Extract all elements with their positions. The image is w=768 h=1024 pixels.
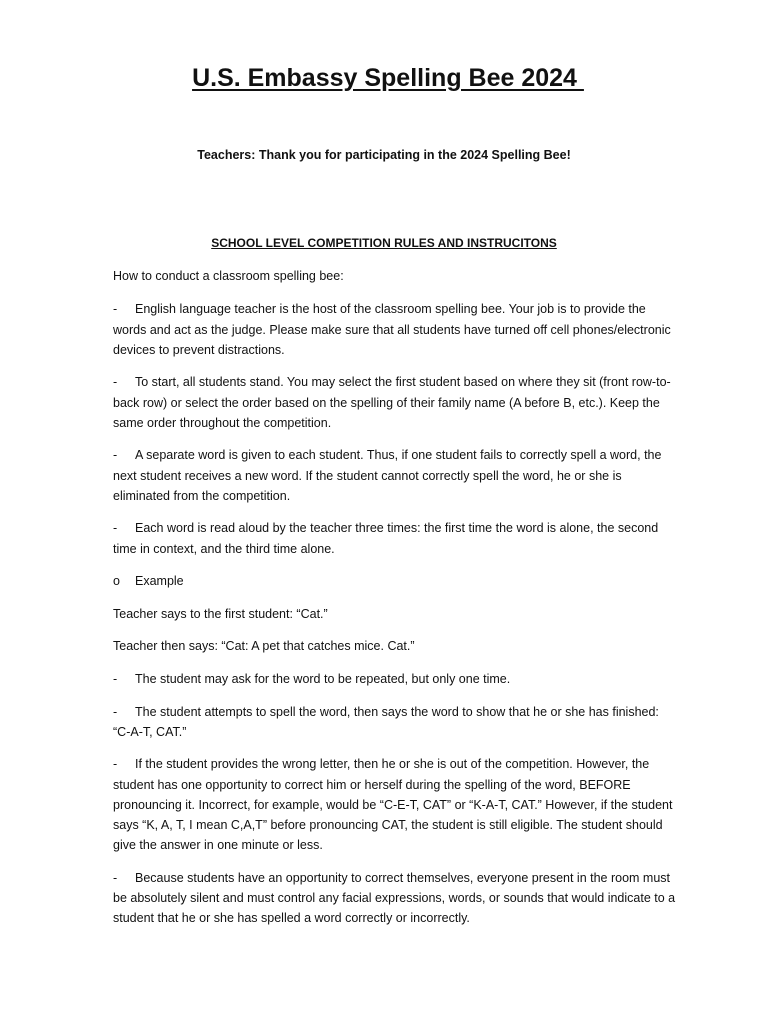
thank-you-line: Teachers: Thank you for participating in the 2024 Spelling Bee! bbox=[197, 148, 571, 162]
paragraph-text: Teacher says to the first student: “Cat.” bbox=[113, 606, 328, 621]
list-marker: - bbox=[113, 448, 118, 463]
paragraph-text: To start, all students stand. You may select the first student based on where they sit (front row-to- back row) or select the order based on the spelling of their family name (A before B, etc.). Keep the same order throughout the competition. bbox=[113, 375, 671, 430]
document-body bbox=[113, 266, 678, 941]
paragraph-text: Example bbox=[135, 574, 184, 589]
intro-paragraph: How to conduct a classroom spelling bee: bbox=[113, 269, 344, 283]
rule-paragraph bbox=[113, 372, 678, 433]
document-title: U.S. Embassy Spelling Bee 2024 bbox=[192, 64, 584, 92]
list-marker: - bbox=[113, 704, 118, 719]
example-line bbox=[113, 636, 678, 656]
rule-paragraph bbox=[113, 299, 678, 360]
list-marker: - bbox=[113, 375, 118, 390]
rule-paragraph bbox=[113, 702, 678, 742]
rule-paragraph bbox=[113, 518, 678, 558]
example-heading bbox=[113, 571, 678, 591]
example-line bbox=[113, 604, 678, 624]
rule-paragraph bbox=[113, 754, 678, 855]
list-marker: - bbox=[113, 521, 118, 536]
paragraph-text: Because students have an opportunity to correct themselves, everyone present in the room must be absolutely silent and must control any facial expressions, words, or sounds that would indicate to a student that he or she has spelled a word correctly or incorrectly. bbox=[113, 870, 676, 926]
paragraph-text: Each word is read aloud by the teacher three times: the first time the word is alone, the second time in context, and the third time alone. bbox=[113, 521, 659, 556]
list-marker: - bbox=[113, 671, 118, 686]
paragraph-text: A separate word is given to each student. Thus, if one student fails to correctly spell a word, the next student receives a new word. If the student cannot correctly spell the word, he or she is eliminated from the competition. bbox=[113, 448, 662, 503]
section-heading: SCHOOL LEVEL COMPETITION RULES AND INSTRUCITONS bbox=[211, 236, 557, 250]
paragraph-text: English language teacher is the host of the classroom spelling bee. Your job is to provide the words and act as the judge. Please make sure that all students have turned off cell phones/electronic devices to prevent distractions. bbox=[113, 302, 671, 357]
list-marker: o bbox=[113, 574, 120, 589]
paragraph-text: If the student provides the wrong letter, then he or she is out of the competition. However, the student has one opportunity to correct him or herself during the spelling of the word, BEFORE pronouncing it. Incorrect, for example, would be “C-E-T, CAT” or “K-A-T, CAT.” However, if the student says “K, A, T, I mean C,A,T” before pronouncing CAT, the student is still eligible. The student should give the answer in one minute or less. bbox=[113, 757, 673, 853]
paragraph-text: The student may ask for the word to be repeated, but only one time. bbox=[135, 671, 511, 686]
rule-paragraph bbox=[113, 445, 678, 506]
rule-paragraph bbox=[113, 868, 678, 929]
paragraph-text: The student attempts to spell the word, then says the word to show that he or she has finished: “C-A-T, CAT.” bbox=[113, 704, 659, 739]
list-marker: - bbox=[113, 870, 118, 885]
list-marker: - bbox=[113, 302, 118, 317]
rule-paragraph bbox=[113, 669, 678, 689]
list-marker: - bbox=[113, 757, 118, 772]
paragraph-text: Teacher then says: “Cat: A pet that catches mice. Cat.” bbox=[113, 639, 415, 654]
